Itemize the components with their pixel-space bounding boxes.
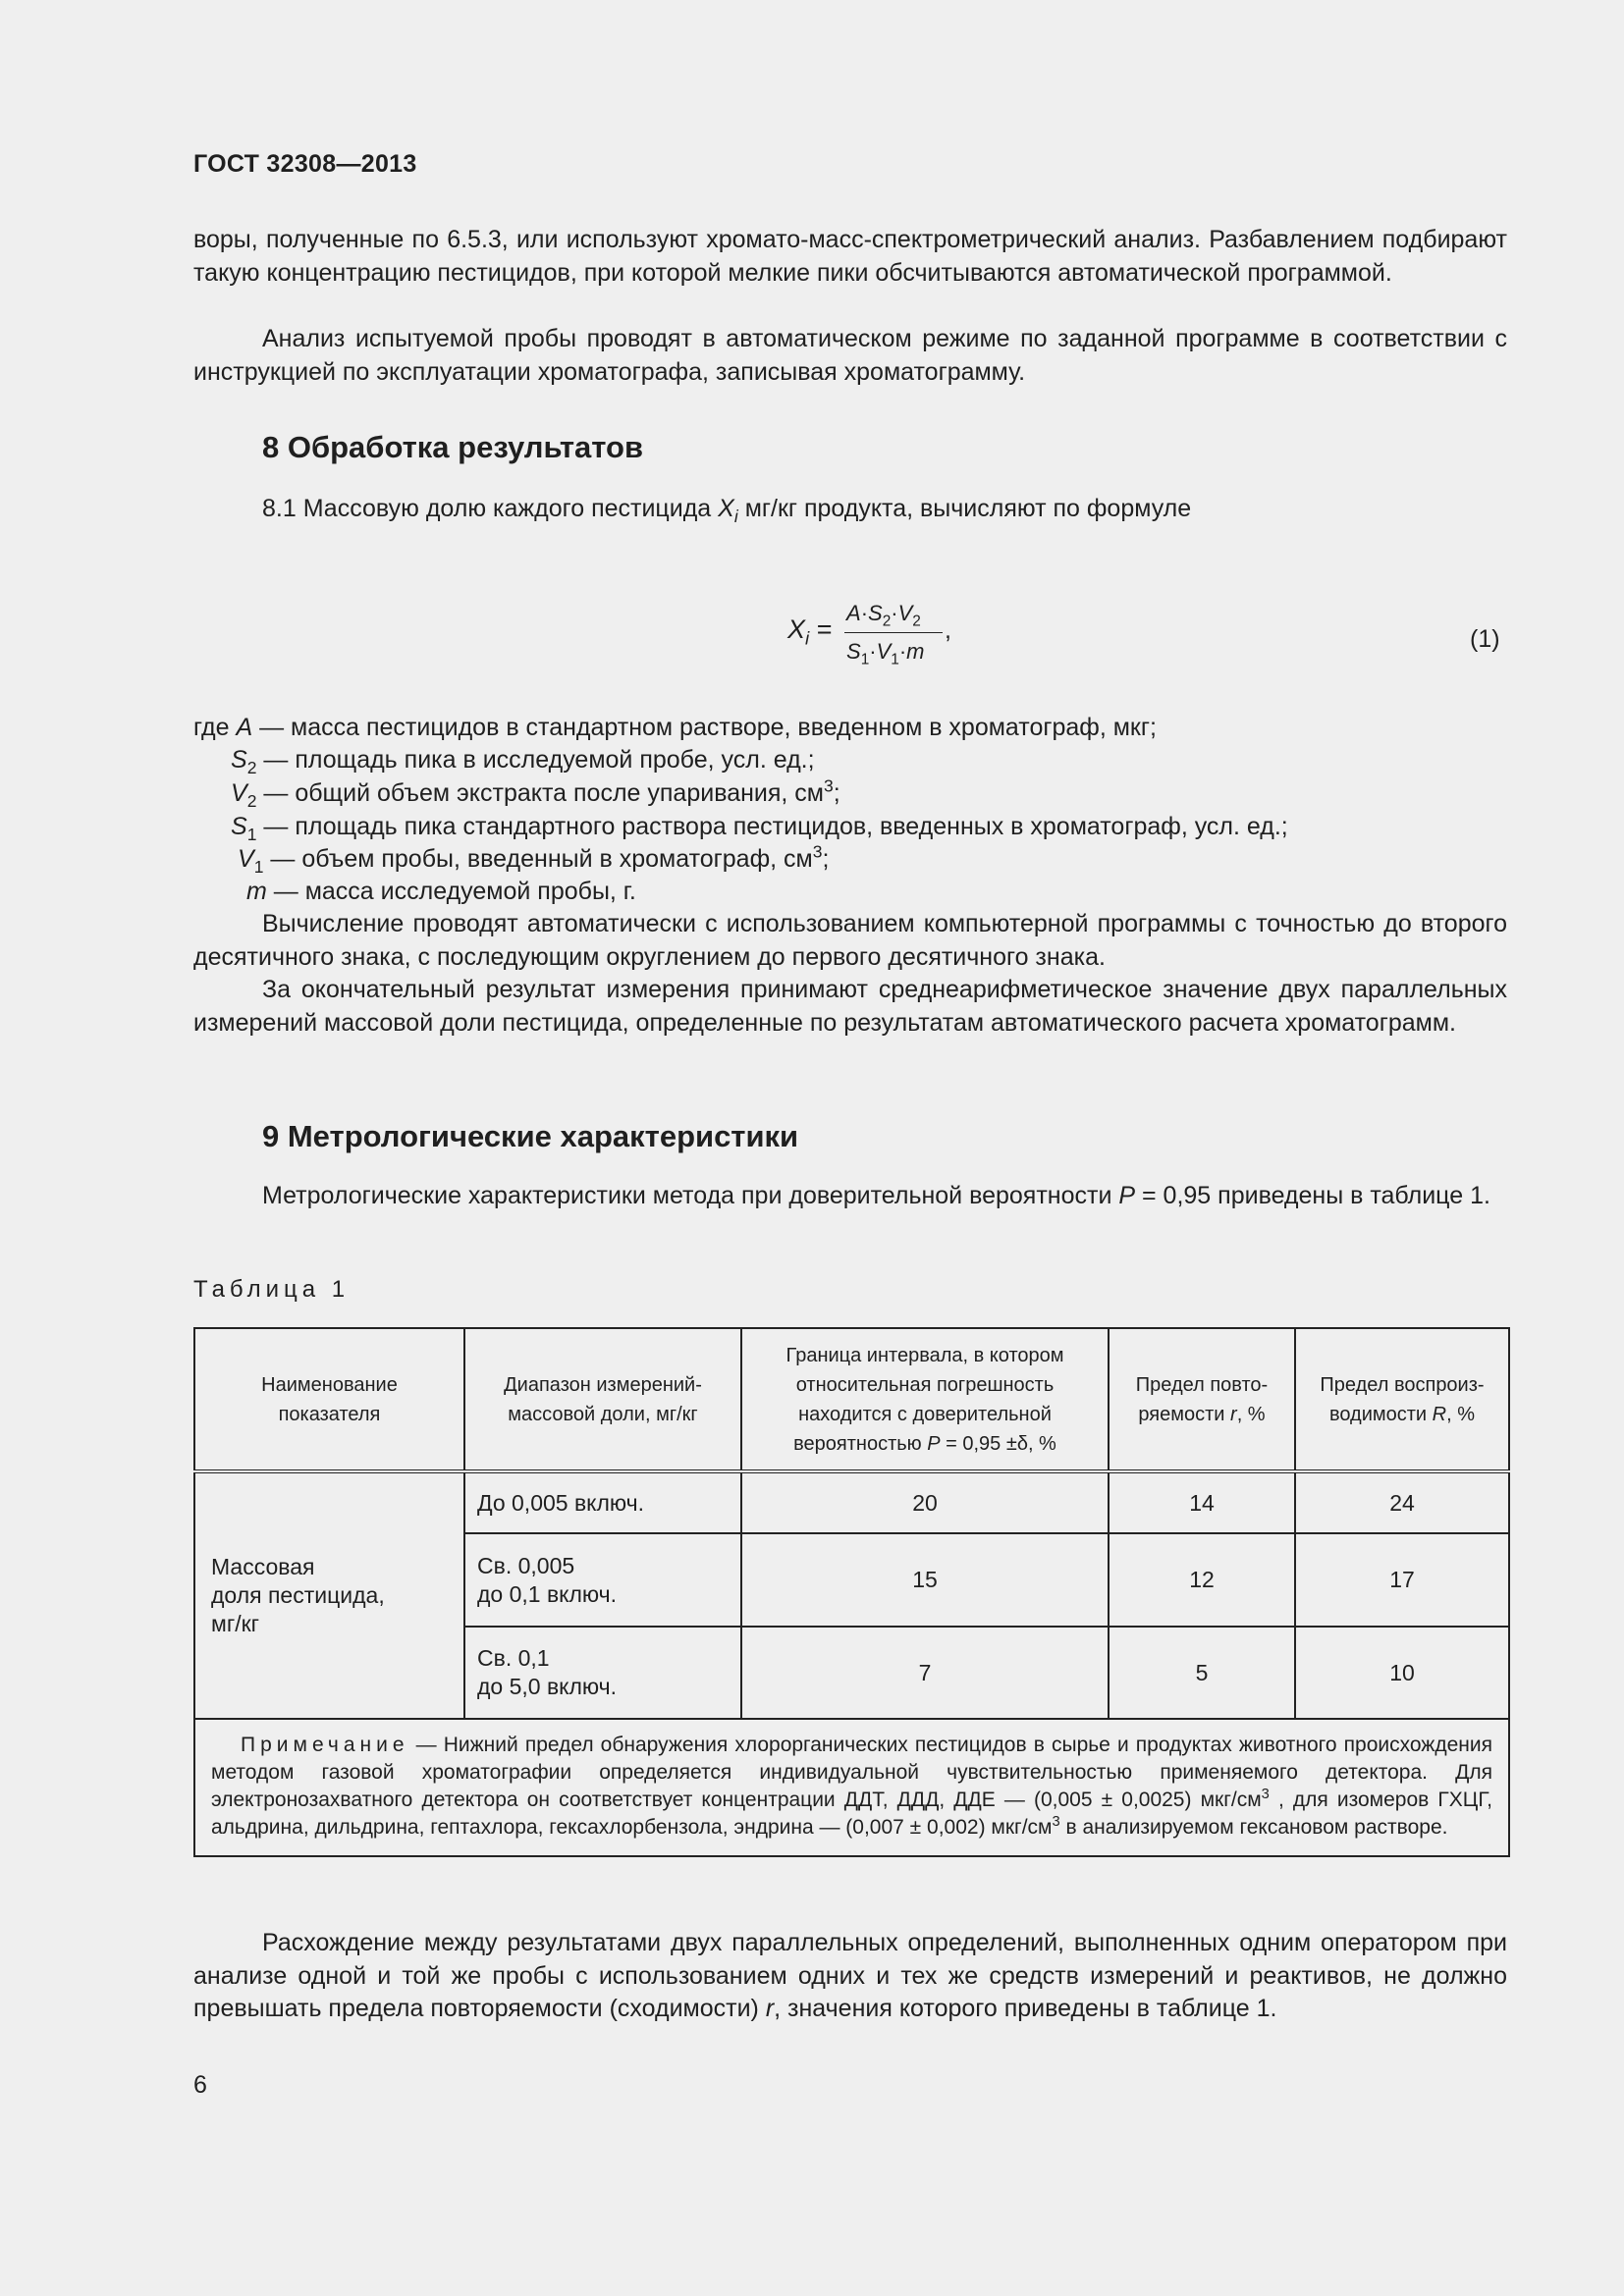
- r-cell: 14: [1109, 1471, 1295, 1533]
- den-m: m: [906, 639, 925, 664]
- range-cell: Св. 0,1 до 5,0 включ.: [464, 1627, 741, 1719]
- formula-eq: =: [816, 614, 833, 644]
- formula-lhs: X: [787, 614, 806, 644]
- where-text: — площадь пика стандартного раствора пестицидов, введенных в хроматограф, усл. ед.;: [256, 813, 1288, 840]
- where-item: [193, 712, 1157, 744]
- where-sym: S: [231, 813, 247, 840]
- section-9-title: 9 Метрологические характеристики: [262, 1119, 799, 1153]
- where-text: — масса пестицидов в стандартном растворе, введенном в хроматограф, мкг;: [252, 714, 1157, 741]
- where-sub: 1: [253, 857, 264, 877]
- header-indicator: Наименование показателя: [194, 1328, 464, 1471]
- where-item: [238, 843, 829, 876]
- num-v-sub: 2: [912, 613, 921, 630]
- R-cell: 10: [1295, 1627, 1509, 1719]
- delta-cell: 20: [741, 1471, 1109, 1533]
- intro-b: = 0,95 приведены в таблице 1.: [1135, 1182, 1490, 1209]
- indicator-cell: Массовая доля пестицида, мг/кг: [194, 1471, 464, 1719]
- p81-prefix: 8.1 Массовую долю каждого пестицида: [262, 495, 712, 522]
- dot: ·: [891, 601, 898, 625]
- where-sub: 1: [246, 825, 257, 844]
- paragraph-calc: Вычисление проводят автоматически с использованием компьютерной программы с точностью до второго десятичного знака, с последующим округлением до первого десятичного знака.: [193, 910, 1507, 971]
- formula-numerator: [846, 601, 921, 630]
- where-item: [231, 777, 840, 810]
- p81-sub: i: [733, 507, 738, 526]
- section-8-title: 8 Обработка результатов: [262, 430, 644, 464]
- den-s: S: [846, 639, 861, 664]
- where-item: [231, 811, 1288, 843]
- den-v-sub: 1: [891, 651, 899, 668]
- r-cell: 12: [1109, 1533, 1295, 1627]
- table-note: Примечание — Нижний предел обнаружения хлорорганических пестицидов в сырье и продуктах животного происхождения методом газовой хроматографии определяется индивидуальной чувствительностью применяемого детектора. Для электронозахватного детектора он соответствует концентрации ДДТ, ДДД, ДДЕ — (0,005 ± 0,0025) мкг/$см^3$ , для изомеров ГХЦГ, альдрина, дильдрина, гептахлора, гексахлорбензола, эндрина — (0,007 ± 0,002) мкг/$см^3$ в анализируемом гексановом растворе.: [194, 1719, 1509, 1856]
- num-a: A: [846, 601, 861, 625]
- R-cell: 17: [1295, 1533, 1509, 1627]
- metrology-table: [193, 1327, 1510, 1857]
- range-cell: Св. 0,005 до 0,1 включ.: [464, 1533, 741, 1627]
- paragraph-8-1: [262, 493, 1191, 525]
- where-text: — объем пробы, введенный в хроматограф, см: [263, 845, 813, 873]
- delta-cell: 15: [741, 1533, 1109, 1627]
- where-sup: 3: [824, 775, 834, 796]
- delta-cell: 7: [741, 1627, 1109, 1719]
- where-text: — общий объем экстракта после упаривания, см: [256, 779, 824, 807]
- fraction-bar: [844, 632, 943, 633]
- paragraph-final: За окончательный результат измерения принимают среднеарифметическое значение двух параллельных измерений массовой доли пестицида, определенные по результатам автоматического расчета хроматограмм.: [193, 976, 1507, 1037]
- disc-a: Расхождение между результатами двух параллельных определений, выполненных одним оператором при анализе одной и той же пробы с использованием одних и тех же средств измерений и реактивов, не должно превышать предела повторяемости (сходимости): [193, 1929, 1507, 2022]
- disc-var: r: [765, 1995, 775, 2022]
- table-note-row: [194, 1719, 1509, 1856]
- standard-header: ГОСТ 32308—2013: [193, 150, 417, 178]
- p81-var: X: [718, 495, 734, 522]
- where-tail: ;: [833, 779, 840, 807]
- where-sym: A: [236, 714, 253, 741]
- intro-a: Метрологические характеристики метода при доверительной вероятности: [262, 1182, 1119, 1209]
- formula-1: [785, 595, 982, 673]
- dot: ·: [869, 639, 877, 664]
- dot: ·: [860, 601, 869, 625]
- paragraph-continuation: воры, полученные по 6.5.3, или используют хромато-масс-спектрометрический анализ. Разбавлением подбирают такую концентрацию пестицидов, при которой мелкие пики обсчитываются автоматической программой.: [193, 226, 1507, 287]
- where-text: — масса исследуемой пробы, г.: [266, 878, 636, 905]
- table-caption: Таблица 1: [193, 1276, 351, 1303]
- disc-b: , значения которого приведены в таблице 1.: [774, 1995, 1277, 2022]
- paragraph-discrepancy: [193, 1927, 1507, 2026]
- p81-suffix: мг/кг продукта, вычисляют по формуле: [744, 495, 1192, 522]
- where-item: [231, 744, 815, 776]
- R-cell: 24: [1295, 1471, 1509, 1533]
- where-item: [246, 876, 636, 908]
- header-range: Диапазон измерений- массовой доли, мг/кг: [464, 1328, 741, 1471]
- r-cell: 5: [1109, 1627, 1295, 1719]
- table-header-row: [194, 1328, 1509, 1471]
- header-error-bound: Граница интервала, в котором относительная погрешность находится с доверительной вероятностью P = 0,95 ±δ, %: [741, 1328, 1109, 1471]
- formula-comma: ,: [945, 616, 951, 644]
- where-tail: ;: [822, 845, 830, 873]
- where-text: — площадь пика в исследуемой пробе, усл. ед.;: [256, 746, 815, 774]
- dot: ·: [898, 639, 907, 664]
- formula-lhs-sub: i: [805, 628, 810, 650]
- den-s-sub: 1: [860, 651, 870, 668]
- formula-denominator: [846, 639, 925, 668]
- paragraph-analysis: Анализ испытуемой пробы проводят в автоматическом режиме по заданной программе в соответствии с инструкцией по эксплуатации хроматографа, записывая хроматограмму.: [193, 325, 1507, 386]
- where-sym: m: [246, 878, 267, 905]
- where-sub: 2: [246, 791, 257, 811]
- intro-var: P: [1118, 1182, 1136, 1209]
- where-sup: 3: [812, 841, 823, 862]
- den-v: V: [876, 639, 892, 664]
- table-row: [194, 1471, 1509, 1533]
- header-repeatability: Предел повто- ряемости r, %: [1109, 1328, 1295, 1471]
- num-s-sub: 2: [882, 613, 892, 630]
- page-number: 6: [193, 2071, 207, 2099]
- where-sym: S: [231, 746, 247, 774]
- where-sym: V: [238, 845, 254, 873]
- num-s: S: [868, 601, 883, 625]
- range-cell: До 0,005 включ.: [464, 1471, 741, 1533]
- header-reproducibility: Предел воспроиз- водимости R, %: [1295, 1328, 1509, 1471]
- where-prefix: где: [193, 714, 237, 741]
- paragraph-metrology: [193, 1180, 1507, 1213]
- formula-number: (1): [1470, 625, 1500, 653]
- num-v: V: [897, 601, 913, 625]
- note-label: Примечание: [241, 1734, 409, 1756]
- where-sym: V: [231, 779, 247, 807]
- where-sub: 2: [246, 758, 257, 777]
